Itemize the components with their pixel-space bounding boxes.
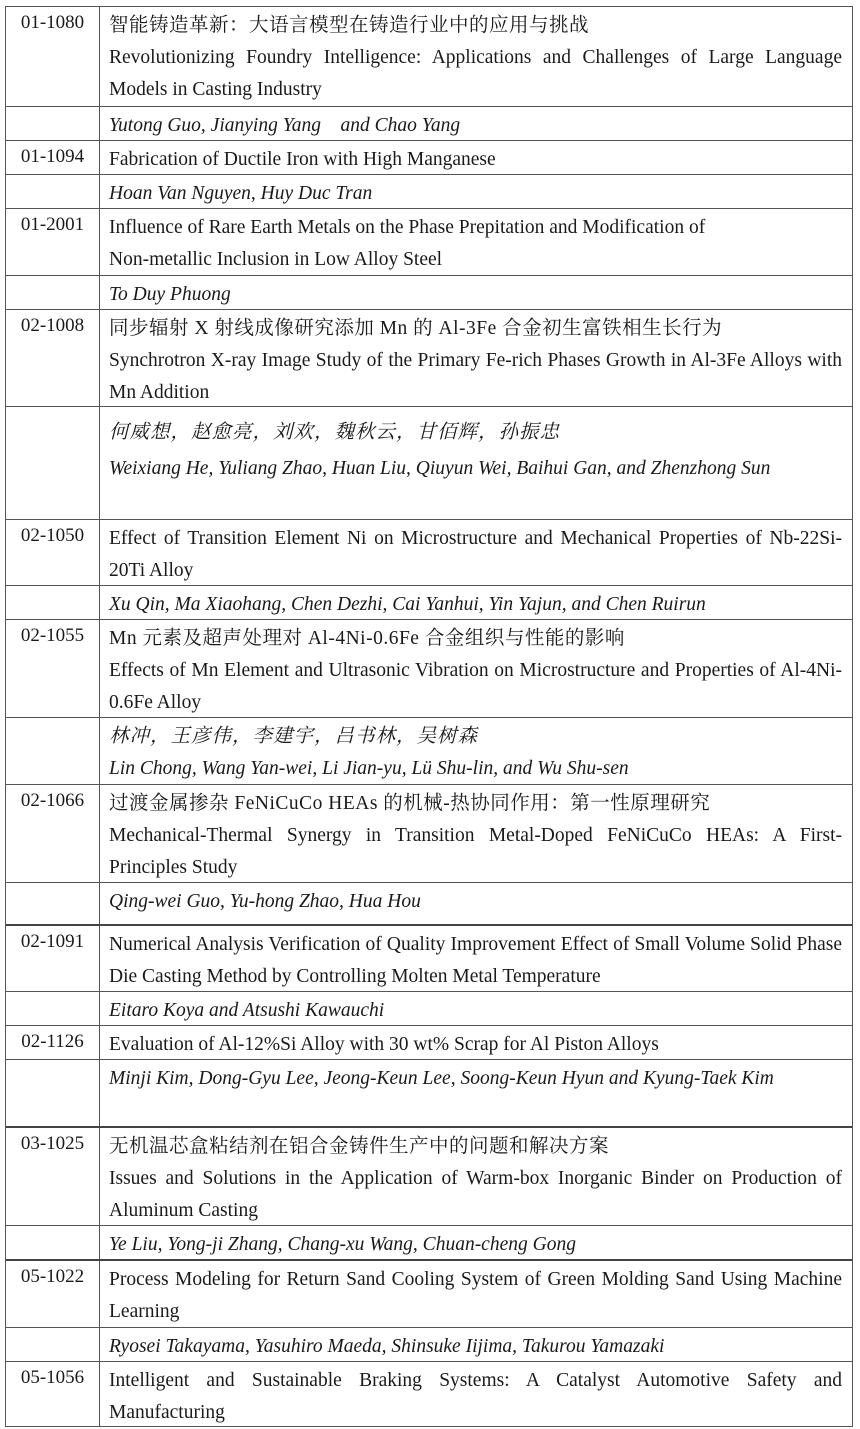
paper-title-en: Process Modeling for Return Sand Cooling System of Green Molding Sand Using Machine Learning (109, 1269, 842, 1322)
paper-title-row (6, 1126, 852, 1225)
authors-text: Yutong Guo, Jianying Yang and Chao Yang (109, 115, 461, 136)
paper-authors-en (100, 107, 852, 140)
empty-id-cell (6, 1328, 100, 1361)
paper-title-row (6, 519, 852, 585)
paper-title-row (6, 1361, 852, 1426)
paper-title-en: Intelligent and Sustainable Braking Systems: A Catalyst Automotive Safety and Manufacturing (109, 1370, 842, 1423)
empty-id-cell (6, 586, 100, 619)
paper-authors-row (6, 1327, 852, 1361)
paper-title-row (6, 619, 852, 717)
empty-id-cell (6, 992, 100, 1025)
paper-authors-en: Ye Liu, Yong-ji Zhang, Chang-xu Wang, Chuan-cheng Gong (109, 1234, 576, 1255)
paper-authors-row (6, 991, 852, 1025)
paper-id: 02-1050 (6, 520, 100, 585)
empty-id-cell (6, 1060, 100, 1126)
paper-authors-row (6, 174, 852, 208)
paper-title-row (6, 1259, 852, 1327)
paper-list-table (5, 6, 853, 1427)
paper-authors-en: Eitaro Koya and Atsushi Kawauchi (109, 1000, 385, 1021)
paper-title-cell (100, 1261, 852, 1327)
paper-title-en: Fabrication of Ductile Iron with High Manganese (109, 149, 496, 170)
paper-title-zh: 无机温芯盒粘结剂在铝合金铸件生产中的问题和解决方案 (109, 1136, 610, 1157)
empty-id-cell (6, 107, 100, 140)
empty-id-cell (6, 175, 100, 208)
empty-id-cell (6, 883, 100, 924)
paper-id: 02-1066 (6, 785, 100, 882)
paper-title-row (6, 140, 852, 174)
empty-id-cell (6, 276, 100, 309)
paper-title-cell (100, 141, 852, 174)
paper-title-zh: 过渡金属掺杂 FeNiCuCo HEAs 的机械-热协同作用：第一性原理研究 (109, 793, 711, 814)
paper-title-cell (100, 926, 852, 991)
paper-title-row (6, 784, 852, 882)
paper-title-row (6, 309, 852, 406)
paper-authors-row (6, 1225, 852, 1259)
paper-title-en: Effect of Transition Element Ni on Microstructure and Mechanical Properties of Nb-22Si-20Ti Alloy (109, 528, 842, 581)
paper-title-row (6, 1025, 852, 1059)
paper-id: 01-1080 (6, 7, 100, 106)
paper-title-row (6, 924, 852, 991)
paper-title-en: Evaluation of Al-12%Si Alloy with 30 wt% Scrap for Al Piston Alloys (109, 1034, 659, 1055)
paper-title-cell (100, 310, 852, 406)
paper-title-cell (100, 7, 852, 106)
paper-title-cell (100, 620, 852, 717)
paper-authors-zh: 何威想，赵愈亮，刘欢，魏秋云，甘佰辉，孙振忠 (109, 422, 561, 443)
paper-authors-row (6, 1059, 852, 1126)
paper-id: 01-1094 (6, 141, 100, 174)
paper-authors-cell (100, 407, 852, 519)
paper-id: 05-1056 (6, 1362, 100, 1426)
paper-authors-en: Xu Qin, Ma Xiaohang, Chen Dezhi, Cai Yanhui, Yin Yajun, and Chen Ruirun (109, 594, 706, 615)
paper-title-en: Issues and Solutions in the Application of Warm-box Inorganic Binder on Production of Aluminum Casting (109, 1168, 842, 1221)
paper-title-cell (100, 1128, 852, 1225)
paper-authors-en: Minji Kim, Dong-Gyu Lee, Jeong-Keun Lee, Soong-Keun Hyun and Kyung-Taek Kim (109, 1068, 774, 1089)
empty-id-cell (6, 718, 100, 784)
paper-title-en-line-1: Influence of Rare Earth Metals on the Phase Prepitation and Modification of (109, 217, 706, 238)
paper-authors-en: Ryosei Takayama, Yasuhiro Maeda, Shinsuke Iijima, Takurou Yamazaki (109, 1336, 665, 1357)
empty-id-cell (6, 1226, 100, 1259)
paper-title-cell (100, 520, 852, 585)
paper-title-zh: 智能铸造革新：大语言模型在铸造行业中的应用与挑战 (109, 15, 590, 36)
paper-authors-en: Lin Chong, Wang Yan-wei, Li Jian-yu, Lü Shu-lin, and Wu Shu-sen (109, 758, 629, 779)
paper-id: 01-2001 (6, 209, 100, 275)
paper-authors-row (6, 882, 852, 924)
paper-title-cell (100, 1362, 852, 1426)
empty-id-cell (6, 407, 100, 519)
paper-id: 03-1025 (6, 1128, 100, 1225)
paper-id: 02-1126 (6, 1026, 100, 1059)
paper-id: 05-1022 (6, 1261, 100, 1327)
paper-authors-cell (100, 718, 852, 784)
paper-title-cell (100, 785, 852, 882)
paper-authors-row (6, 406, 852, 519)
paper-title-en: Effects of Mn Element and Ultrasonic Vibration on Microstructure and Properties of Al-4Ni-0.6Fe Alloy (109, 660, 842, 713)
paper-authors-row (6, 585, 852, 619)
paper-title-en: Mechanical-Thermal Synergy in Transition Metal-Doped FeNiCuCo HEAs: A First-Principles Study (109, 825, 842, 878)
paper-title-en: Synchrotron X-ray Image Study of the Primary Fe-rich Phases Growth in Al-3Fe Alloys with Mn Addition (109, 350, 842, 403)
paper-title-en: Revolutionizing Foundry Intelligence: Applications and Challenges of Large Language Models in Casting Industry (109, 47, 842, 100)
paper-authors-row (6, 275, 852, 309)
paper-title-zh: 同步辐射 X 射线成像研究添加 Mn 的 Al-3Fe 合金初生富铁相生长行为 (109, 318, 723, 339)
paper-title-cell (100, 209, 852, 275)
paper-authors-en: To Duy Phuong (109, 284, 231, 305)
paper-title-zh: Mn 元素及超声处理对 Al-4Ni-0.6Fe 合金组织与性能的影响 (109, 628, 625, 649)
paper-id: 02-1091 (6, 926, 100, 991)
paper-authors-zh: 林冲，王彦伟，李建宇，吕书林，吴树森 (109, 726, 479, 747)
paper-authors-row (6, 717, 852, 784)
paper-authors-en: Weixiang He, Yuliang Zhao, Huan Liu, Qiuyun Wei, Baihui Gan, and Zhenzhong Sun (109, 458, 771, 479)
paper-title-row (6, 7, 852, 106)
paper-title-en-line-2: Non-metallic Inclusion in Low Alloy Steel (109, 249, 443, 270)
paper-title-cell (100, 1026, 852, 1059)
paper-authors-row (6, 106, 852, 140)
paper-id: 02-1008 (6, 310, 100, 406)
paper-authors-en: Hoan Van Nguyen, Huy Duc Tran (109, 183, 373, 204)
paper-authors-en: Qing-wei Guo, Yu-hong Zhao, Hua Hou (109, 891, 421, 912)
paper-id: 02-1055 (6, 620, 100, 717)
paper-title-en: Numerical Analysis Verification of Quality Improvement Effect of Small Volume Solid Phase Die Casting Method by Controlling Molten Metal Temperature (109, 934, 842, 987)
paper-title-row (6, 208, 852, 275)
